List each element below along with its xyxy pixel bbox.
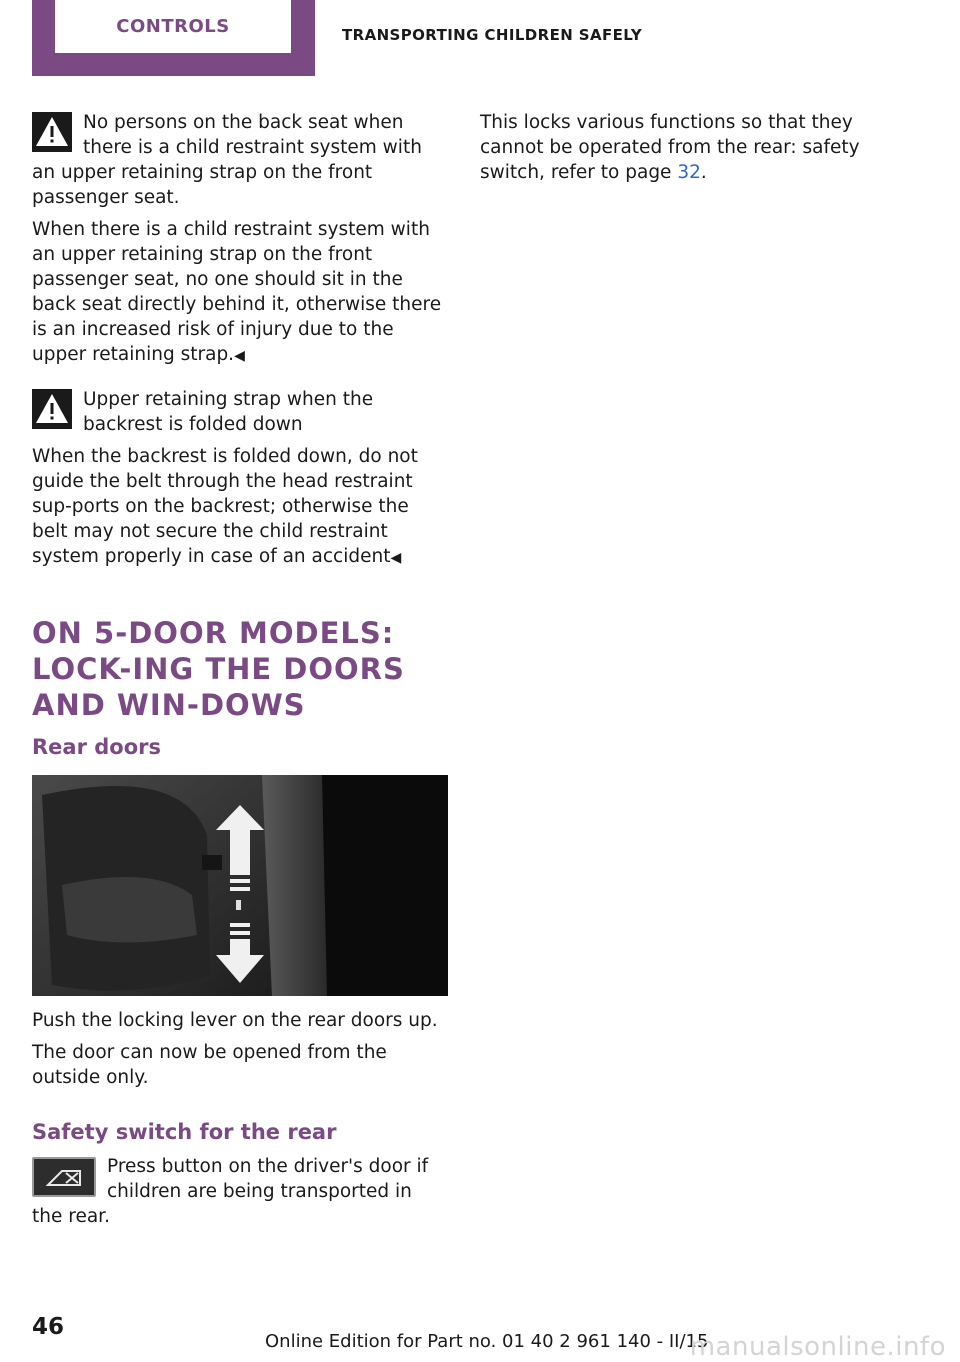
end-mark: ◀: [234, 348, 245, 364]
right-paragraph: [480, 110, 896, 185]
page-number: 46: [32, 1314, 65, 1340]
end-mark: ◀: [390, 550, 402, 566]
rear-doors-heading: Rear doors: [32, 735, 161, 759]
warning-icon: [32, 389, 72, 429]
door-illustration: [32, 775, 448, 996]
rear-doors-p2: The door can now be opened from the outside only.: [32, 1042, 387, 1088]
right-column: [480, 110, 896, 192]
warning-icon: [32, 112, 72, 152]
header-tab-label: CONTROLS: [55, 0, 291, 53]
warning-1-title: No persons on the back seat when there is a child restraint system with an upper retaining strap on the front passenger seat.: [32, 112, 422, 208]
warning-2-title: Upper retaining strap when the backrest is folded down: [83, 389, 374, 435]
safety-switch-text: Press button on the driver's door if children are being transported in the rear.: [32, 1156, 429, 1227]
warning-2-body: [32, 444, 448, 571]
window-lock-icon: [32, 1157, 96, 1197]
warning-block-2: [32, 387, 448, 437]
watermark: manualsonline.info: [689, 1332, 946, 1362]
right-paragraph-text: This locks various functions so that they cannot be operated from the rear: safety switch, refer to page: [480, 112, 860, 183]
left-column: [32, 110, 448, 1236]
right-paragraph-end: .: [700, 162, 707, 183]
safety-switch-heading: Safety switch for the rear: [32, 1120, 337, 1144]
safety-switch-block: [32, 1154, 448, 1229]
section-title: TRANSPORTING CHILDREN SAFELY: [342, 26, 643, 44]
rear-door-lock-photo: [32, 775, 448, 996]
warning-block-1: [32, 110, 448, 210]
footer-edition: Online Edition for Part no. 01 40 2 961 140 - II/15: [265, 1331, 709, 1352]
chapter-heading: ON 5-DOOR MODELS: LOCK-ING THE DOORS AND WIN-DOWS: [32, 616, 405, 722]
warning-1-body: [32, 217, 448, 369]
warning-1-body-text: When there is a child restraint system with an upper retaining strap on the front passenger seat, no one should sit in the back seat directly behind it, otherwise there is an increased risk of injury due to the upper retaining strap.: [32, 219, 442, 365]
warning-2-body-text: When the backrest is folded down, do not guide the belt through the head restraint sup-ports on the backrest; otherwise the belt may not secure the child restraint system properly in case of an accident: [32, 446, 418, 567]
page-link[interactable]: 32: [677, 162, 701, 183]
rear-doors-p1: Push the locking lever on the rear doors up.: [32, 1010, 438, 1031]
